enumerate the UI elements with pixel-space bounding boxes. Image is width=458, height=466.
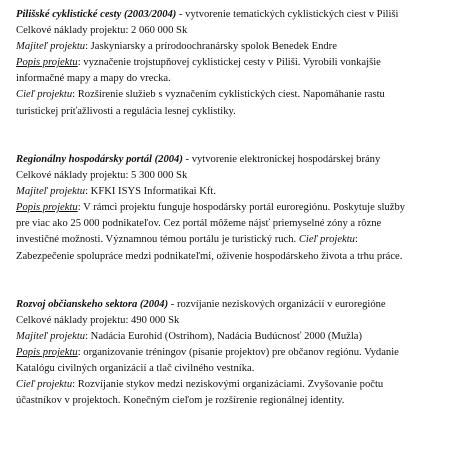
- description-continuation: pre viac ako 25 000 podnikateľov. Cez portál môžeme nájsť priemyselné zóny a rôzne: [16, 218, 382, 230]
- section-spacer: [16, 265, 452, 297]
- project-section: [16, 297, 452, 410]
- owner-label: Majiteľ projektu: [16, 331, 86, 343]
- description-continuation-goal-line: [16, 232, 452, 248]
- project-title-suffix: - vytvorenie tematických cyklistických ciest v Piliši: [176, 9, 399, 20]
- project-cost: Celkové náklady projektu: 490 000 Sk: [16, 315, 180, 326]
- project-goal-line: [16, 87, 452, 103]
- project-title-line: [16, 297, 452, 313]
- document-body: [16, 7, 452, 410]
- project-cost: Celkové náklady projektu: 5 300 000 Sk: [16, 170, 188, 182]
- project-description-line: [16, 345, 452, 361]
- project-title-line: [16, 152, 452, 168]
- project-title-line: [16, 7, 452, 23]
- description-continuation: Katalógu civilných organizácií a tlač civilného vestníka.: [16, 363, 255, 375]
- goal-label: Cieľ projektu: [16, 89, 73, 101]
- owner-label: Majiteľ projektu: [16, 41, 86, 53]
- owner-value: : Nadácia Eurohíd (Ostrihom), Nadácia Budúcnosť 2000 (Mužla): [85, 331, 363, 343]
- goal-text: : Rozvíjanie stykov medzi neziskovými organizáciami. Zvyšovanie počtu: [72, 379, 384, 391]
- owner-value: : KFKI ISYS Informatikai Kft.: [85, 186, 217, 198]
- project-description-line: [16, 200, 452, 216]
- description-text: : vyznačenie trojstupňovej cyklistickej cesty v Piliši. Vyrobili vonkajšie: [77, 57, 381, 69]
- project-title: Pilišské cyklistické cesty (2003/2004): [16, 9, 177, 20]
- goal-continuation: účastníkov v projektoch. Konečným cieľom je rozšírenie regionálnej identity.: [16, 395, 345, 407]
- project-section: [16, 7, 452, 120]
- project-title-suffix: - vytvorenie elektronickej hospodárskej brány: [182, 153, 381, 165]
- owner-label: Majiteľ projektu: [16, 186, 86, 198]
- project-owner-line: [16, 329, 452, 345]
- owner-value: : Jaskyniarsky a prírodoochranársky spolok Benedek Endre: [85, 41, 337, 53]
- project-description-line: [16, 55, 452, 71]
- project-title: Rozvoj občianskeho sektora (2004): [16, 298, 169, 310]
- goal-text: : Rozšírenie služieb s vyznačením cyklistických ciest. Napomáhanie rastu: [72, 89, 385, 101]
- project-title-suffix: - rozvíjanie neziskových organizácií v euroregióne: [168, 298, 386, 310]
- description-text: : organizovanie tréningov (písanie projektov) pre občanov regiónu. Vydanie: [77, 347, 399, 359]
- description-continuation: informačné mapy a mapy do vrecka.: [16, 73, 171, 85]
- description-label: Popis projektu: [16, 202, 78, 214]
- project-title: Regionálny hospodársky portál (2004): [16, 153, 183, 165]
- description-text-end: investičné možnosti. Významnou témou portálu je turistický ruch.: [16, 234, 299, 246]
- section-spacer: [16, 120, 452, 152]
- goal-continuation: turistickej príťažlivosti a regulácia lesnej cyklistiky.: [16, 105, 236, 117]
- project-owner-line: [16, 39, 452, 55]
- description-label: Popis projektu: [16, 57, 78, 69]
- project-section: [16, 152, 452, 265]
- project-goal-line: [16, 377, 452, 393]
- goal-label: Cieľ projektu: [16, 379, 73, 391]
- description-label: Popis projektu: [16, 347, 78, 359]
- project-owner-line: [16, 184, 452, 200]
- goal-label: Cieľ projektu: [298, 234, 355, 246]
- project-cost: Celkové náklady projektu: 2 060 000 Sk: [16, 25, 188, 37]
- description-text: : V rámci projektu funguje hospodársky portál euroregiónu. Poskytuje služby: [77, 202, 406, 214]
- goal-continuation: Zabezpečenie spolupráce medzi podnikateľmi, oživenie hospodárskeho života a trhu práce.: [16, 250, 403, 262]
- goal-text: :: [354, 234, 358, 246]
